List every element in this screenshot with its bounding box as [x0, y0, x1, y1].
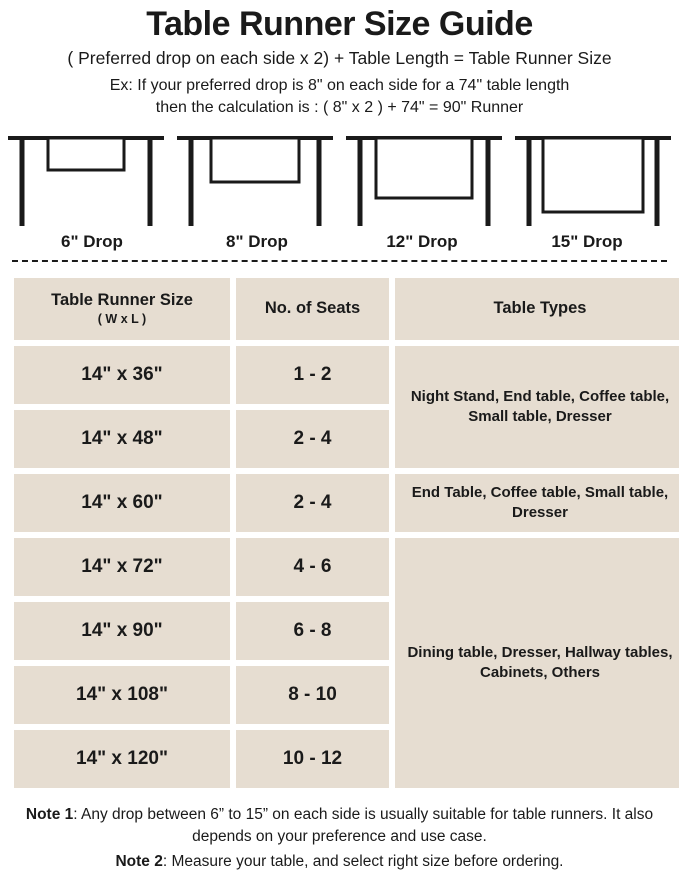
- example-line-1: Ex: If your preferred drop is 8" on each side for a 74" table length: [109, 77, 570, 95]
- notes-section: [0, 794, 679, 873]
- header-runner-size: [14, 278, 230, 340]
- note-2: [8, 851, 671, 873]
- cell-table-types: Dining table, Dresser, Hallway tables, Cabinets, Others: [395, 538, 679, 788]
- cell-seats: 4 - 6: [236, 538, 389, 596]
- drop-illustration-12: [344, 130, 504, 230]
- size-table-wrapper: [0, 262, 679, 794]
- drop-label-6: 6" Drop: [61, 231, 123, 251]
- header-runner-size-label: Table Runner Size: [51, 291, 193, 310]
- drop-illustration-15: [513, 130, 673, 230]
- cell-seats: 10 - 12: [236, 730, 389, 788]
- cell-runner-size: 14" x 108": [14, 666, 230, 724]
- size-guide-page: [0, 5, 679, 870]
- table-row: [14, 474, 679, 532]
- cell-seats: 1 - 2: [236, 346, 389, 404]
- example-block: [0, 75, 679, 120]
- drop-illustration-8: [175, 130, 335, 230]
- table-drop-icon: [344, 130, 504, 230]
- cell-runner-size: 14" x 90": [14, 602, 230, 660]
- drop-label-12: 12" Drop: [386, 231, 458, 251]
- drop-label-15: 15" Drop: [551, 231, 623, 251]
- table-row: [14, 346, 679, 404]
- note-1-label: Note 1: [25, 805, 74, 823]
- note-2-text: : Measure your table, and select right size before ordering.: [162, 852, 564, 870]
- table-header-row: [14, 278, 679, 340]
- note-1: [8, 804, 671, 849]
- cell-runner-size: 14" x 60": [14, 474, 230, 532]
- cell-runner-size: 14" x 120": [14, 730, 230, 788]
- formula-text: ( Preferred drop on each side x 2) + Table Length = Table Runner Size: [67, 48, 612, 69]
- table-drop-icon: [513, 130, 673, 230]
- page-header: [0, 6, 679, 120]
- table-drop-icon: [6, 130, 166, 230]
- cell-table-types: Night Stand, End table, Coffee table, Small table, Dresser: [395, 346, 679, 468]
- table-row: [14, 538, 679, 596]
- cell-runner-size: 14" x 36": [14, 346, 230, 404]
- cell-runner-size: 14" x 48": [14, 410, 230, 468]
- cell-seats: 8 - 10: [236, 666, 389, 724]
- cell-seats: 6 - 8: [236, 602, 389, 660]
- cell-table-types: End Table, Coffee table, Small table, Dresser: [395, 474, 679, 532]
- drop-diagram: [0, 130, 679, 262]
- drop-diagram-row: [6, 130, 673, 230]
- cell-runner-size: 14" x 72": [14, 538, 230, 596]
- drop-label-row: [6, 232, 673, 252]
- note-2-label: Note 2: [115, 852, 163, 870]
- drop-illustration-6: [6, 130, 166, 230]
- table-drop-icon: [175, 130, 335, 230]
- note-1-text: : Any drop between 6” to 15” on each side is usually suitable for table runners. It also depends on your preference and use case.: [73, 805, 654, 846]
- header-table-types: Table Types: [395, 278, 679, 340]
- cell-seats: 2 - 4: [236, 410, 389, 468]
- header-seats: No. of Seats: [236, 278, 389, 340]
- header-runner-size-sublabel: ( W x L ): [97, 312, 147, 327]
- page-title: Table Runner Size Guide: [146, 5, 533, 43]
- cell-seats: 2 - 4: [236, 474, 389, 532]
- drop-label-8: 8" Drop: [226, 231, 288, 251]
- size-table: [8, 272, 679, 794]
- example-line-2: then the calculation is : ( 8" x 2 ) + 74" = 90" Runner: [155, 99, 524, 117]
